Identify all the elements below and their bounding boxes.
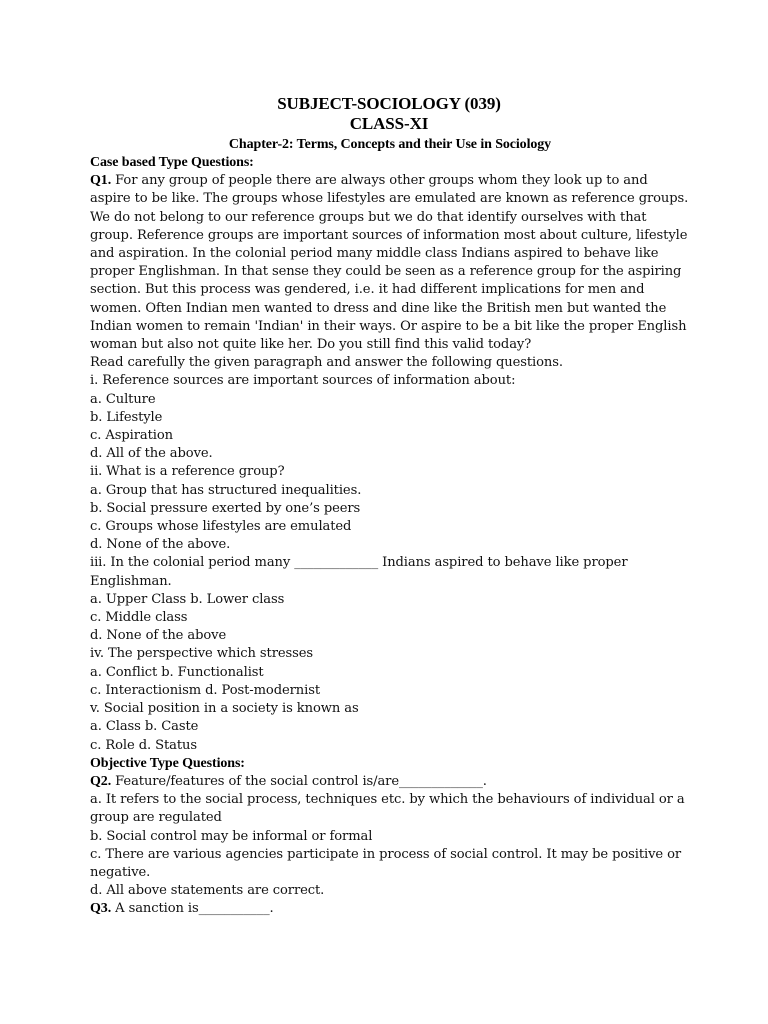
q3-paragraph: [90, 900, 690, 918]
q2-paragraph: [90, 773, 690, 791]
option-line: c. Middle class: [90, 610, 188, 626]
option-line: d. All of the above.: [90, 446, 213, 462]
option-line: c. Role d. Status: [90, 737, 197, 753]
option-line: d. All above statements are correct.: [90, 883, 325, 899]
option-line: c. Interactionism d. Post-modernist: [90, 682, 320, 698]
option-line: b. Lifestyle: [90, 409, 163, 425]
subject-title: SUBJECT-SOCIOLOGY (039): [277, 94, 501, 113]
option-line: b. Social pressure exerted by one’s peers: [90, 500, 361, 516]
q1-instruction: Read carefully the given paragraph and answer the following questions.: [90, 355, 563, 371]
question-line: v. Social position in a society is known as: [90, 701, 359, 717]
option-line: a. Conflict b. Functionalist: [90, 664, 264, 680]
q2-text: Feature/features of the social control is/are_____________.: [115, 773, 487, 789]
question-line: i. Reference sources are important sources of information about:: [90, 373, 516, 389]
q1-text: For any group of people there are always other groups whom they look up to and aspire to be like. The groups whose lifestyles are emulated are known as reference groups. We do not belong to our reference groups but we do that identify ourselves with that group. Reference groups are important sources of information most about culture, lifestyle and aspiration. In the colonial period many middle class Indians aspired to behave like proper Englishman. In that sense they could be seen as a reference group for the aspiring section. But this process was gendered, i.e. it had different implications for men and women. Often Indian men wanted to dress and dine like the British men but wanted the Indian women to remain 'Indian' in their ways. Or aspire to be a bit like the proper English woman but also not quite like her. Do you still find this valid today?: [90, 173, 689, 353]
q2-label: Q2.: [90, 773, 112, 789]
option-line: d. None of the above: [90, 628, 227, 644]
chapter-title: Chapter-2: Terms, Concepts and their Use in Sociology: [228, 137, 552, 152]
option-line: a. Class b. Caste: [90, 719, 199, 735]
class-title: CLASS-XI: [349, 114, 429, 133]
option-line: a. Group that has structured inequalities.: [90, 482, 362, 498]
option-line: b. Social control may be informal or formal: [90, 828, 373, 844]
option-line: a. Upper Class b. Lower class: [90, 591, 285, 607]
q1-label: Q1.: [90, 173, 112, 189]
objective-section-heading: Objective Type Questions:: [90, 755, 245, 771]
option-line: a. It refers to the social process, techniques etc. by which the behaviours of individual or a group are regulated: [90, 792, 685, 826]
option-line: d. None of the above.: [90, 537, 231, 553]
case-section-heading: Case based Type Questions:: [90, 155, 254, 170]
document-content: [90, 94, 690, 919]
q3-text: A sanction is___________.: [115, 901, 274, 917]
question-line: iii. In the colonial period many _____________ Indians aspired to behave like proper Englishman.: [90, 555, 628, 589]
question-line: ii. What is a reference group?: [90, 464, 285, 480]
q1-paragraph: [90, 172, 690, 354]
option-line: a. Culture: [90, 391, 156, 407]
option-line: c. Aspiration: [90, 428, 173, 444]
q3-label: Q3.: [90, 901, 112, 917]
option-line: c. There are various agencies participate in process of social control. It may be positive or negative.: [90, 846, 682, 880]
option-line: c. Groups whose lifestyles are emulated: [90, 519, 352, 535]
question-line: iv. The perspective which stresses: [90, 646, 314, 662]
